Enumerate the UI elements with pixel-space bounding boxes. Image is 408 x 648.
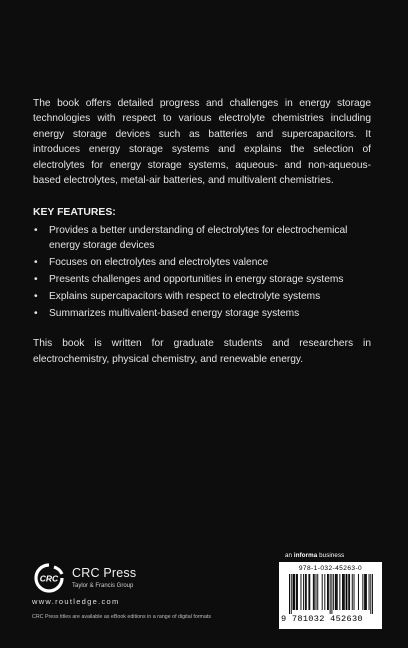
barcode-bar [306, 574, 307, 610]
bullet-icon: • [34, 290, 38, 302]
barcode-bar [348, 574, 349, 610]
barcode-bar [316, 574, 317, 610]
barcode-bar [354, 574, 355, 610]
barcode-bar [324, 574, 325, 610]
feature-text: Provides a better understanding of electrolytes for electrochemical energy storage devices [49, 224, 348, 252]
barcode-bar [293, 574, 294, 610]
bullet-icon: • [34, 224, 38, 236]
informa-prefix: an [285, 552, 294, 559]
crc-press-logo [32, 563, 66, 593]
barcode-bar [343, 574, 344, 610]
barcode-bar [369, 574, 370, 610]
barcode-bar [305, 574, 306, 610]
barcode-bar [342, 574, 343, 610]
informa-suffix: business [317, 552, 345, 559]
barcode-bar [337, 574, 338, 610]
list-item [33, 272, 371, 287]
barcode-bar [296, 574, 297, 610]
barcode-bars [289, 574, 373, 614]
barcode-bar [328, 574, 329, 610]
barcode-bar [358, 574, 359, 610]
list-item [33, 289, 371, 304]
barcode-bar [314, 574, 315, 610]
barcode-bar [352, 574, 353, 610]
barcode-bar [289, 574, 290, 614]
key-features-heading: KEY FEATURES: [33, 207, 116, 219]
barcode-bar [333, 574, 334, 610]
barcode-digits: 9 781032 452630 [281, 614, 363, 624]
barcode-bar [294, 574, 295, 610]
feature-text: Explains supercapacitors with respect to electrolyte systems [49, 290, 321, 302]
logo-text: CRC [39, 573, 59, 584]
barcode-bar [317, 574, 318, 610]
website-link[interactable]: www.routledge.com [32, 597, 120, 606]
publisher-block [32, 563, 272, 633]
list-item [33, 306, 371, 321]
barcode-bar [331, 574, 332, 614]
audience-paragraph: This book is written for graduate students and researchers in electrochemistry, physical chemistry, and renewable energy. [33, 338, 371, 365]
barcode-bar [346, 574, 347, 610]
feature-text: Summarizes multivalent-based energy storage systems [49, 307, 300, 319]
publisher-name: CRC Press [72, 566, 137, 580]
barcode-bar [339, 574, 340, 610]
barcode-bar [309, 574, 310, 610]
barcode-bar [291, 574, 292, 614]
barcode-bar [364, 574, 365, 610]
feature-text: Presents challenges and opportunities in energy storage systems [49, 274, 344, 286]
ebook-note: CRC Press titles are available as eBook editions in a range of digital formats [32, 614, 212, 620]
barcode-bar [370, 574, 371, 614]
isbn-barcode [279, 562, 382, 629]
description-paragraph: The book offers detailed progress and challenges in energy storage technologies with respect to various electrolyte chemistries including energy storage devices such as batteries and supercapacitors. It introduces energy storage systems and explains the selection of electrolytes for energy storage systems, aqueous- and non-aqueous-based electrolytes, metal-air batteries, and multivalent chemistries. [33, 98, 371, 187]
barcode-bar [349, 574, 350, 610]
informa-brand: informa [293, 552, 318, 559]
barcode-bar [300, 574, 301, 610]
list-item [33, 223, 371, 254]
informa-tagline [285, 552, 344, 559]
feature-text: Focuses on electrolytes and electrolytes valence [49, 257, 269, 269]
barcode-bar [335, 574, 336, 610]
bullet-icon: • [34, 307, 38, 319]
isbn-label: 978-1-032-45263-0 [298, 565, 363, 572]
list-item [33, 255, 371, 270]
barcode-bar [322, 574, 323, 610]
barcode-bar [293, 574, 294, 610]
bullet-icon: • [34, 257, 38, 269]
barcode-bar [366, 574, 367, 610]
barcode-bar [327, 574, 328, 610]
back-cover-text [33, 96, 371, 367]
barcode-bar [344, 574, 345, 610]
barcode-bar [336, 574, 337, 610]
barcode-bar [346, 574, 347, 610]
barcode-bar [330, 574, 331, 614]
barcode-bar [303, 574, 304, 610]
barcode-bar [365, 574, 366, 610]
barcode-bar [362, 574, 363, 610]
bullet-icon: • [34, 274, 38, 286]
publisher-group: Taylor & Francis Group [72, 583, 134, 589]
barcode-bar [297, 574, 298, 610]
key-features-list [33, 223, 371, 321]
barcode-bar [372, 574, 373, 614]
barcode-bar [308, 574, 309, 610]
barcode-bar [313, 574, 314, 610]
